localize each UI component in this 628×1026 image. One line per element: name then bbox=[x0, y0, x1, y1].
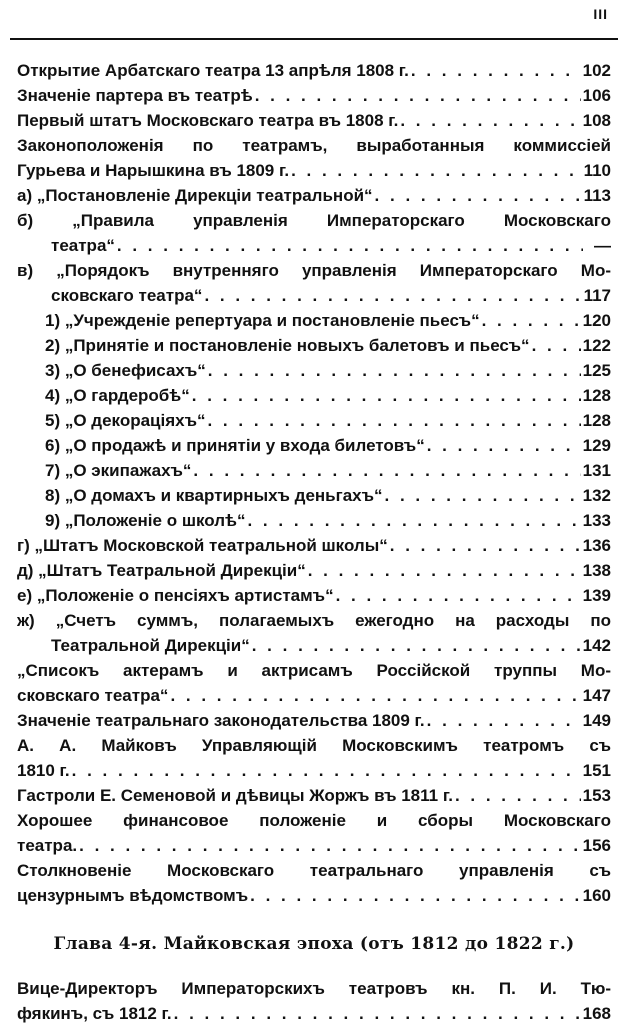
toc-part-1 bbox=[17, 58, 611, 908]
toc-page-number: 102 bbox=[582, 61, 611, 80]
toc-entry bbox=[17, 976, 611, 1026]
toc-entry bbox=[17, 258, 611, 308]
toc-entry bbox=[17, 533, 611, 558]
toc-entry bbox=[17, 808, 611, 858]
toc-entry-line bbox=[17, 308, 611, 333]
toc-page-number: 132 bbox=[582, 486, 611, 505]
toc-page-number: 128 bbox=[582, 386, 611, 405]
toc-entry-text: г) „Штатъ Московской театральной школы“ bbox=[17, 536, 388, 555]
dot-leader bbox=[385, 483, 581, 508]
toc-entry-line bbox=[17, 858, 611, 883]
toc-entry bbox=[17, 358, 611, 383]
toc-entry bbox=[17, 308, 611, 333]
toc-entry-line bbox=[17, 83, 611, 108]
toc-entry-line bbox=[17, 508, 611, 533]
toc-page-number: 125 bbox=[582, 361, 611, 380]
dot-leader bbox=[291, 158, 581, 183]
toc-page-number: 108 bbox=[582, 111, 611, 130]
dot-leader bbox=[207, 408, 580, 433]
toc-entry bbox=[17, 558, 611, 583]
toc-entry-text: 3) „О бенефисахъ“ bbox=[45, 361, 206, 380]
toc-entry-text: Столкновеніе Московскаго театральнаго управленія съ bbox=[17, 861, 611, 880]
toc-entry-text: 1) „Учрежденіе репертуара и постановленіе пьесъ“ bbox=[45, 311, 480, 330]
dot-leader bbox=[252, 633, 581, 658]
toc-entry-line bbox=[17, 483, 611, 508]
toc-page-number: 136 bbox=[582, 536, 611, 555]
toc-entry-line bbox=[17, 233, 611, 258]
toc-entry-text: е) „Положеніе о пенсіяхъ артистамъ“ bbox=[17, 586, 334, 605]
dot-leader bbox=[193, 458, 580, 483]
dot-leader bbox=[427, 708, 581, 733]
toc-entry-text: в) „Порядокъ внутренняго управленія Императорскаго Мо- bbox=[17, 261, 611, 280]
toc-entry bbox=[17, 333, 611, 358]
toc-entry-text: театра. bbox=[17, 836, 78, 855]
dot-leader bbox=[400, 108, 580, 133]
toc-entry-text: 6) „О продажѣ и принятіи у входа билетовъ“ bbox=[45, 436, 425, 455]
toc-entry-line bbox=[17, 383, 611, 408]
toc-entry-text: сковскаго театра“ bbox=[51, 286, 203, 305]
dot-leader bbox=[375, 183, 582, 208]
toc-page-number: 120 bbox=[582, 311, 611, 330]
toc-entry bbox=[17, 83, 611, 108]
toc-entry-line bbox=[17, 433, 611, 458]
toc-entry-text: а) „Постановленіе Дирекціи театральной“ bbox=[17, 186, 373, 205]
toc-entry bbox=[17, 508, 611, 533]
dot-leader bbox=[204, 283, 581, 308]
dot-leader bbox=[390, 533, 581, 558]
toc-entry-text: Значеніе театральнаго законодательства 1809 г. bbox=[17, 711, 425, 730]
toc-entry-text: 9) „Положеніе о школѣ“ bbox=[45, 511, 246, 530]
toc-entry-line bbox=[17, 108, 611, 133]
dot-leader bbox=[250, 883, 580, 908]
dot-leader bbox=[482, 308, 581, 333]
toc-entry-line bbox=[17, 808, 611, 833]
toc-entry-text: 1810 г. bbox=[17, 761, 70, 780]
toc-entry bbox=[17, 183, 611, 208]
dot-leader bbox=[79, 833, 581, 858]
toc-entry-line bbox=[17, 58, 611, 83]
toc-entry-text: Гастроли Е. Семеновой и дѣвицы Жоржъ въ 1811 г. bbox=[17, 786, 453, 805]
toc-entry-text: Законоположенія по театрамъ, выработанныя коммиссіей bbox=[17, 136, 611, 155]
page-number: III bbox=[593, 6, 608, 22]
toc-entry-line bbox=[17, 1001, 611, 1026]
toc-entry bbox=[17, 383, 611, 408]
toc-entry-text: 8) „О домахъ и квартирныхъ деньгахъ“ bbox=[45, 486, 383, 505]
toc-entry-line bbox=[17, 633, 611, 658]
dot-leader bbox=[247, 508, 580, 533]
toc-entry bbox=[17, 583, 611, 608]
toc-entry-text: 4) „О гардеробѣ“ bbox=[45, 386, 190, 405]
toc-entry-line bbox=[17, 408, 611, 433]
dot-leader bbox=[427, 433, 581, 458]
toc-entry bbox=[17, 483, 611, 508]
toc-entry-text: д) „Штатъ Театральной Дирекціи“ bbox=[17, 561, 306, 580]
toc-entry-text: сковскаго театра“ bbox=[17, 686, 169, 705]
dot-leader bbox=[308, 558, 581, 583]
toc-page-number: 131 bbox=[582, 461, 611, 480]
toc-entry bbox=[17, 133, 611, 183]
toc-entry-line bbox=[17, 333, 611, 358]
toc-entry-line bbox=[17, 458, 611, 483]
header-rule bbox=[10, 38, 618, 40]
toc-entry-text: Театральной Дирекціи“ bbox=[51, 636, 250, 655]
dot-leader bbox=[192, 383, 581, 408]
toc-page-number: — bbox=[594, 236, 611, 255]
toc-entry-text: 5) „О декораціяхъ“ bbox=[45, 411, 206, 430]
toc-page-number: 153 bbox=[582, 786, 611, 805]
toc-entry-line bbox=[17, 783, 611, 808]
toc-page-number: 147 bbox=[582, 686, 611, 705]
toc-entry-text: Хорошее финансовое положеніе и сборы Московскаго bbox=[17, 811, 611, 830]
toc-entry-text: театра“ bbox=[51, 236, 115, 255]
toc-page-number: 160 bbox=[582, 886, 611, 905]
toc-entry-line bbox=[17, 883, 611, 908]
toc-page-number: 151 bbox=[582, 761, 611, 780]
toc-entry bbox=[17, 108, 611, 133]
toc-entry-line bbox=[17, 183, 611, 208]
toc-entry-text: цензурнымъ вѣдомствомъ bbox=[17, 886, 249, 905]
toc-page-number: 113 bbox=[583, 186, 611, 205]
toc-page-number: 110 bbox=[583, 161, 611, 180]
toc-entry-line bbox=[17, 533, 611, 558]
dot-leader bbox=[117, 233, 583, 258]
toc-entry bbox=[17, 608, 611, 658]
dot-leader bbox=[411, 58, 581, 83]
toc-entry bbox=[17, 658, 611, 708]
toc-entry bbox=[17, 783, 611, 808]
toc-entry-line bbox=[17, 558, 611, 583]
toc-entry-line bbox=[17, 583, 611, 608]
toc-page-number: 133 bbox=[582, 511, 611, 530]
toc-entry-text: Вице-Директоръ Императорскихъ театровъ кн. П. И. Тю- bbox=[17, 979, 611, 998]
dot-leader bbox=[255, 83, 581, 108]
toc-page-number: 142 bbox=[582, 636, 611, 655]
toc-entry bbox=[17, 58, 611, 83]
table-of-contents bbox=[17, 58, 611, 1026]
dot-leader bbox=[174, 1001, 581, 1026]
toc-page-number: 149 bbox=[582, 711, 611, 730]
dot-leader bbox=[455, 783, 581, 808]
toc-entry-text: „Списокъ актерамъ и актрисамъ Россійской труппы Мо- bbox=[17, 661, 611, 680]
toc-entry-line bbox=[17, 733, 611, 758]
toc-entry-line bbox=[17, 758, 611, 783]
toc-entry-text: Гурьева и Нарышкина въ 1809 г. bbox=[17, 161, 290, 180]
dot-leader bbox=[532, 333, 581, 358]
toc-entry bbox=[17, 733, 611, 783]
toc-entry-text: б) „Правила управленія Императорскаго Московскаго bbox=[17, 211, 611, 230]
toc-entry-text: ж) „Счетъ суммъ, полагаемыхъ ежегодно на расходы по bbox=[17, 611, 611, 630]
toc-entry-text: 2) „Принятіе и постановленіе новыхъ балетовъ и пьесъ“ bbox=[45, 336, 530, 355]
toc-entry-line bbox=[17, 683, 611, 708]
toc-page-number: 139 bbox=[582, 586, 611, 605]
toc-entry bbox=[17, 433, 611, 458]
toc-page-number: 122 bbox=[582, 336, 611, 355]
chapter-heading: Глава 4-я. Майковская эпоха (отъ 1812 до 1822 г.) bbox=[53, 934, 575, 954]
toc-page-number: 138 bbox=[582, 561, 611, 580]
toc-page-number: 168 bbox=[582, 1004, 611, 1023]
toc-entry-text: Значеніе партера въ театрѣ bbox=[17, 86, 253, 105]
toc-entry-text: фякинъ, съ 1812 г. bbox=[17, 1004, 172, 1023]
toc-entry-line bbox=[17, 158, 611, 183]
toc-entry-line bbox=[17, 833, 611, 858]
toc-entry-line bbox=[17, 608, 611, 633]
toc-entry-line bbox=[17, 358, 611, 383]
dot-leader bbox=[336, 583, 581, 608]
dot-leader bbox=[170, 683, 580, 708]
toc-page-number: 129 bbox=[582, 436, 611, 455]
toc-entry bbox=[17, 708, 611, 733]
toc-page-number: 156 bbox=[582, 836, 611, 855]
toc-entry-text: Первый штатъ Московскаго театра въ 1808 г. bbox=[17, 111, 399, 130]
toc-page-number: 128 bbox=[582, 411, 611, 430]
toc-entry-line bbox=[17, 258, 611, 283]
toc-entry bbox=[17, 208, 611, 258]
toc-entry-line bbox=[17, 658, 611, 683]
toc-entry-line bbox=[17, 976, 611, 1001]
toc-entry bbox=[17, 408, 611, 433]
toc-entry-text: 7) „О экипажахъ“ bbox=[45, 461, 192, 480]
toc-entry-line bbox=[17, 708, 611, 733]
toc-page-number: 106 bbox=[582, 86, 611, 105]
toc-page-number: 117 bbox=[583, 286, 611, 305]
toc-entry-line bbox=[17, 133, 611, 158]
toc-part-2 bbox=[17, 976, 611, 1026]
toc-entry-text: А. А. Майковъ Управляющій Московскимъ театромъ съ bbox=[17, 736, 611, 755]
toc-entry bbox=[17, 858, 611, 908]
toc-entry-text: Открытие Арбатскаго театра 13 апрѣля 1808 г. bbox=[17, 61, 409, 80]
dot-leader bbox=[72, 758, 581, 783]
toc-entry bbox=[17, 458, 611, 483]
toc-entry-line bbox=[17, 208, 611, 233]
dot-leader bbox=[208, 358, 581, 383]
toc-entry-line bbox=[17, 283, 611, 308]
